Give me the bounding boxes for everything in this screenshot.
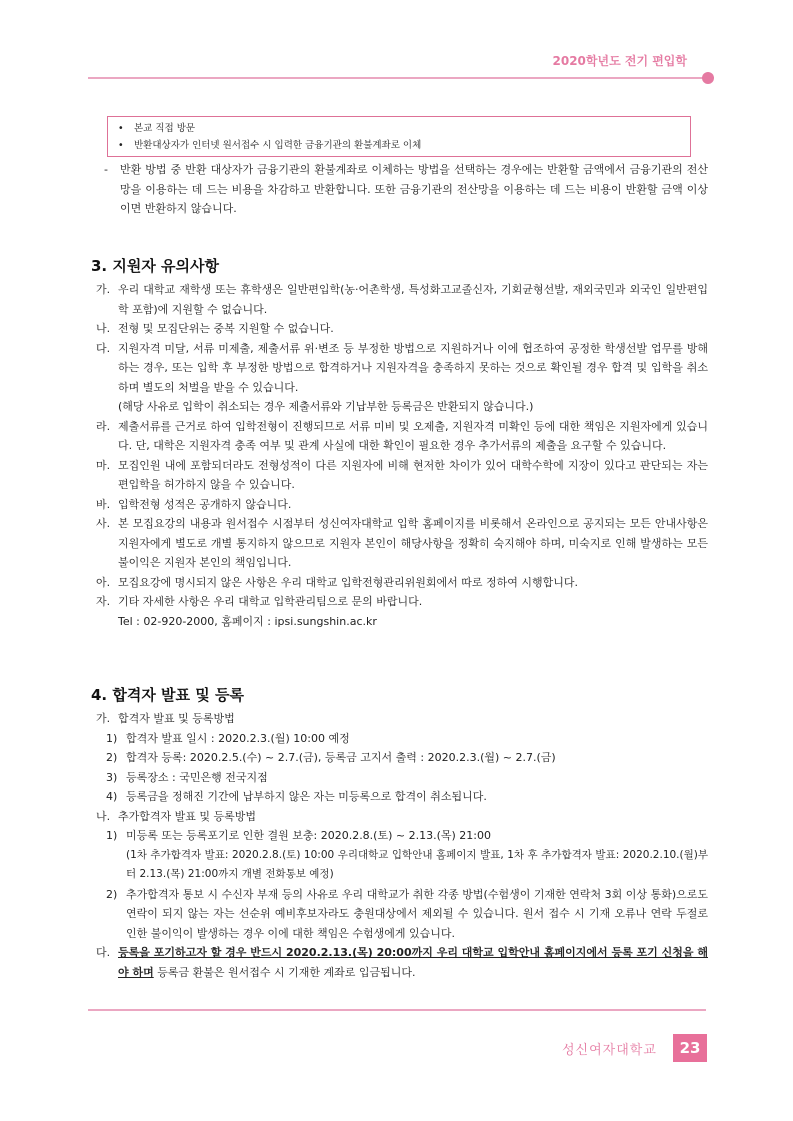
bullet-icon: • xyxy=(118,140,124,151)
refund-note-text: 반환 방법 중 반환 대상자가 금융기관의 환불계좌로 이체하는 방법을 선택하는 경우에는 반환할 금액에서 금융기관의 전산망을 이용하는 데 드는 비용을 차감하고 반환합니다. 또한 금융기관의 전산망을 이용하는 데 드는 비용이 반환할 금액 이상이면 반환하지 않습니다. xyxy=(120,163,708,215)
list-item: 다. 등록을 포기하고자 할 경우 반드시 2020.2.13.(목) 20:00까지 우리 대학교 입학안내 홈페이지에서 등록 포기 신청을 해야 하며 등록금 환불은 원서접수 시 기재한 계좌로 입금됩니다. xyxy=(96,946,708,979)
list-item: 나. 전형 및 모집단위는 중복 지원할 수 없습니다. xyxy=(96,322,334,335)
list-item: 아. 모집요강에 명시되지 않은 사항은 우리 대학교 입학전형관리위원회에서 따로 정하여 시행합니다. xyxy=(96,575,579,589)
header-divider xyxy=(88,77,706,79)
section3-list xyxy=(96,280,708,631)
contact-line xyxy=(96,612,708,632)
footer-university: 성신여자대학교 xyxy=(562,1043,657,1058)
list-item: 자. 기타 자세한 사항은 우리 대학교 입학관리팀으로 문의 바랍니다. xyxy=(96,595,423,608)
section4-list xyxy=(96,709,708,982)
list-item: 가. 우리 대학교 재학생 또는 휴학생은 일반편입학(농·어촌학생, 특성화고교졸신자, 기회균형선발, 재외국민과 외국인 일반편입학 포함)에 지원할 수 없습니다. xyxy=(96,283,708,316)
registration-cancel-notice: 등록을 포기하고자 할 경우 반드시 2020.2.13.(목) 20:00까지 우리 대학교 입학안내 홈페이지에서 등록 포기 신청을 해야 하며 xyxy=(118,946,708,979)
list-item: 4) 등록금을 정해진 기간에 납부하지 않은 자는 미등록으로 합격이 취소됩니다. xyxy=(106,790,487,803)
header-dot-icon xyxy=(702,72,714,84)
section4-title: 4. 합격자 발표 및 등록 xyxy=(91,686,244,704)
list-item-note: (해당 사유로 입학이 취소되는 경우 제출서류와 기납부한 등록금은 반환되지 않습니다.) xyxy=(118,400,534,413)
footer-divider xyxy=(88,1009,706,1011)
contact-text: Tel : 02-920-2000, 홈페이지 : ipsi.sungshin.ac.kr xyxy=(118,614,377,628)
bullet-icon: • xyxy=(118,123,124,134)
list-item: 마. 모집인원 내에 포함되더라도 전형성적이 다른 지원자에 비해 현저한 차이가 있어 대학수학에 지장이 있다고 판단되는 자는 편입학을 허가하지 않을 수 있습니다. xyxy=(96,458,708,491)
list-item xyxy=(118,137,680,154)
list-item: 2) 추가합격자 통보 시 수신자 부재 등의 사유로 우리 대학교가 취한 각종 방법(수험생이 기재한 연락처 3회 이상 통화)으로도 연락이 되지 않는 자는 선순위 예비후보자라도 충원대상에서 제외될 수 있습니다. 원서 접수 시 기재 오류나 연락 두절로 인한 불이익이 발생하는 경우 이에 대한 책임은 수험생에게 있습니다. xyxy=(106,887,708,940)
list-item-note: (1차 추가합격자 발표: 2020.2.8.(토) 10:00 우리대학교 입학안내 홈페이지 발표, 1차 후 추가합격자 발표: 2020.2.10.(월)부터 2.13.(목) 21:00까지 개별 전화통보 예정) xyxy=(126,848,708,880)
subsection-title: 나. 추가합격자 발표 및 등록방법 xyxy=(96,809,257,823)
box-item-text: 본교 직접 방문 xyxy=(134,123,196,134)
header-title: 2020학년도 전기 편입학 xyxy=(552,54,687,68)
list-item: 1) 미등록 또는 등록포기로 인한 결원 보충: 2020.2.8.(토) ~ 2.13.(목) 21:00 xyxy=(106,829,491,842)
subsection-title: 가. 합격자 발표 및 등록방법 xyxy=(96,712,235,725)
refund-method-box xyxy=(107,116,691,157)
section3-title: 3. 지원자 유의사항 xyxy=(91,257,220,275)
refund-note xyxy=(104,160,708,219)
box-item-text: 반환대상자가 인터넷 원서접수 시 입력한 금융기관의 환불계좌로 이체 xyxy=(134,140,422,151)
dash-marker: - xyxy=(104,163,108,176)
list-item: 라. 제출서류를 근거로 하여 입학전형이 진행되므로 서류 미비 및 오제출, 지원자격 미확인 등에 대한 책임은 지원자에게 있습니다. 단, 대학은 지원자격 충족 여부 및 관계 사실에 대한 확인이 필요한 경우 추가서류의 제출을 요구할 수 있습니다. xyxy=(96,419,708,452)
list-item: 2) 합격자 등록: 2020.2.5.(수) ~ 2.7.(금), 등록금 고지서 출력 : 2020.2.3.(월) ~ 2.7.(금) xyxy=(106,751,556,764)
page-number: 23 xyxy=(673,1034,707,1062)
list-item xyxy=(118,120,680,137)
list-item: 사. 본 모집요강의 내용과 원서접수 시점부터 성신여자대학교 입학 홈페이지를 비롯해서 온라인으로 공지되는 모든 안내사항은 지원자에게 별도로 개별 통지하지 않으므로 지원자 본인이 해당사항을 정확히 숙지해야 하며, 미숙지로 인해 발생하는 모든 불이익은 지원자 본인의 책임입니다. xyxy=(96,517,708,569)
refund-info: 등록금 환불은 원서접수 시 기재한 계좌로 입금됩니다. xyxy=(153,965,416,979)
list-item: 3) 등록장소 : 국민은행 전국지점 xyxy=(106,770,268,784)
list-item: 1) 합격자 발표 일시 : 2020.2.3.(월) 10:00 예정 xyxy=(106,731,350,745)
list-item: 다. 지원자격 미달, 서류 미제출, 제출서류 위·변조 등 부정한 방법으로 지원하거나 이에 협조하여 공정한 학생선발 업무를 방해하는 경우, 또는 입학 후 부정한 방법으로 합격하거나 지원자격을 충족하지 못하는 것으로 확인될 경우 합격 및 입학을 취소하며 별도의 처벌을 받을 수 있습니다. xyxy=(96,341,708,394)
list-item: 바. 입학전형 성적은 공개하지 않습니다. xyxy=(96,497,292,511)
